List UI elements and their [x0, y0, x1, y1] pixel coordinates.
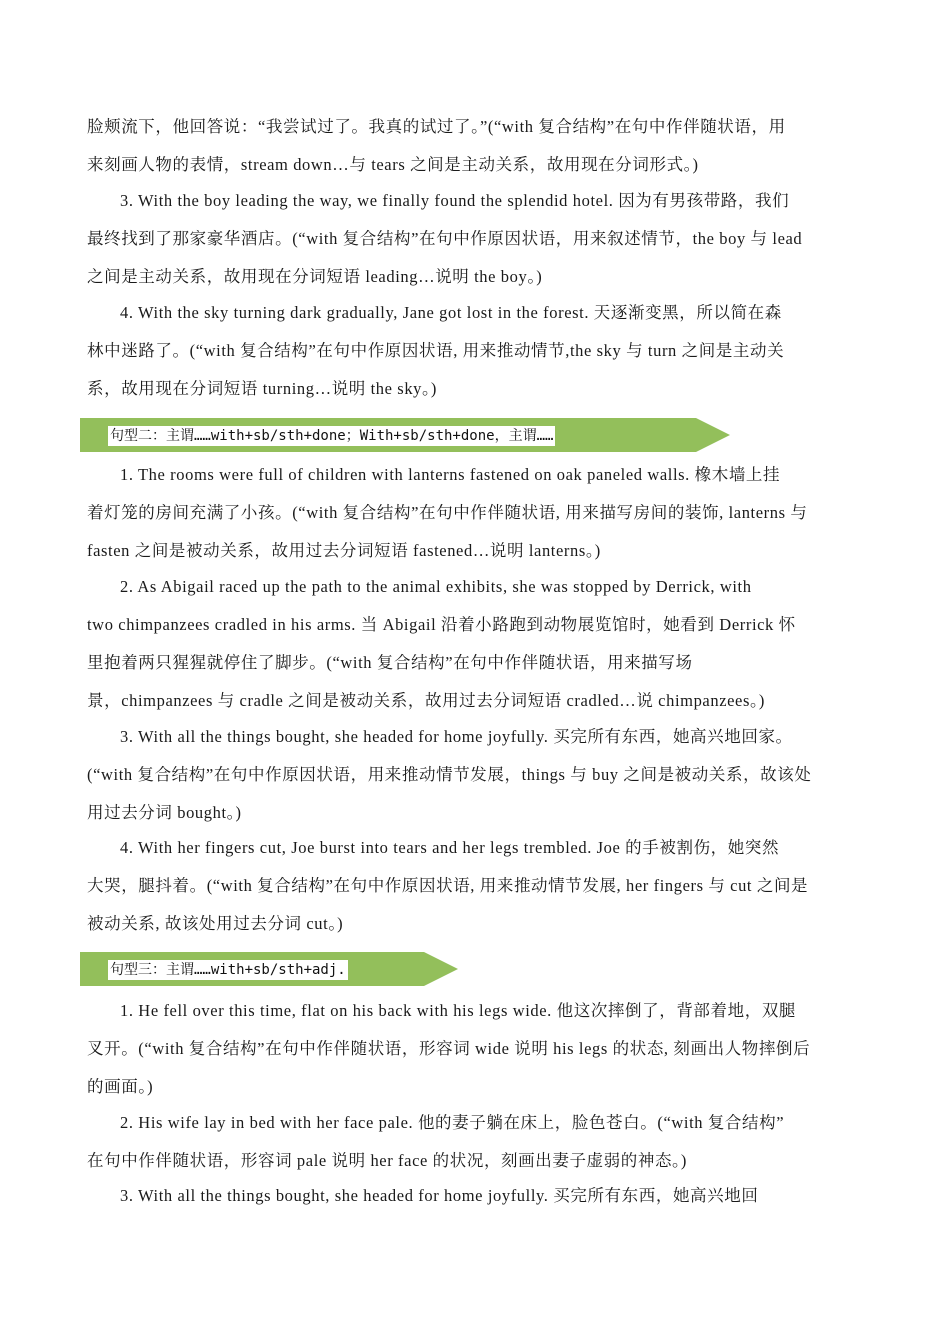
text-line: 2. As Abigail raced up the path to the animal exhibits, she was stopped by Derrick, with — [120, 577, 752, 596]
paragraph-continuation — [87, 108, 863, 184]
pattern-2-label: 句型二：主谓……with+sb/sth+done；With+sb/sth+done，主谓…… — [110, 428, 554, 444]
text-line: 被动关系, 故该处用过去分词 cut。) — [87, 914, 344, 933]
pattern-2-example-1 — [87, 456, 863, 570]
pattern-3-example-1 — [87, 992, 863, 1106]
pattern-3-banner — [80, 952, 460, 986]
text-line: 最终找到了那家豪华酒店。(“with 复合结构”在句中作原因状语，用来叙述情节，the boy 与 lead — [87, 229, 803, 248]
text-line: 之间是主动关系，故用现在分词短语 leading…说明 the boy。) — [87, 267, 543, 286]
text-line: 用过去分词 bought。) — [87, 803, 242, 822]
text-line: 4. With the sky turning dark gradually, Jane got lost in the forest. 天逐渐变黑，所以简在森 — [120, 303, 782, 322]
text-line: 脸颊流下，他回答说：“我尝试过了。我真的试过了。”(“with 复合结构”在句中作伴随状语，用 — [87, 117, 786, 136]
text-line: 着灯笼的房间充满了小孩。(“with 复合结构”在句中作伴随状语, 用来描写房间的装饰, lanterns 与 — [87, 503, 808, 522]
text-line: 3. With all the things bought, she headed for home joyfully. 买完所有东西，她高兴地回 — [120, 1186, 759, 1205]
text-line: 1. The rooms were full of children with lanterns fastened on oak paneled walls. 橡木墙上挂 — [120, 465, 781, 484]
pattern-3-example-2 — [87, 1104, 863, 1180]
pattern-3-example-3 — [87, 1177, 863, 1215]
text-line: 大哭，腿抖着。(“with 复合结构”在句中作原因状语, 用来推动情节发展, her fingers 与 cut 之间是 — [87, 876, 809, 895]
text-line: fasten 之间是被动关系，故用过去分词短语 fastened…说明 lanterns。) — [87, 541, 601, 560]
text-line: 4. With her fingers cut, Joe burst into tears and her legs trembled. Joe 的手被割伤，她突然 — [120, 838, 780, 857]
text-line: 林中迷路了。(“with 复合结构”在句中作原因状语, 用来推动情节,the sky 与 turn 之间是主动关 — [87, 341, 785, 360]
text-line: 2. His wife lay in bed with her face pale. 他的妻子躺在床上，脸色苍白。(“with 复合结构” — [120, 1113, 785, 1132]
text-line: 里抱着两只猩猩就停住了脚步。(“with 复合结构”在句中作伴随状语，用来描写场 — [87, 653, 693, 672]
text-line: 来刻画人物的表情，stream down…与 tears 之间是主动关系，故用现在分词形式。) — [87, 155, 699, 174]
text-line: 在句中作伴随状语，形容词 pale 说明 her face 的状况，刻画出妻子虚弱的神态。) — [87, 1151, 687, 1170]
text-line: 3. With the boy leading the way, we finally found the splendid hotel. 因为有男孩带路，我们 — [120, 191, 790, 210]
pattern-3-label: 句型三：主谓……with+sb/sth+adj. — [110, 962, 346, 978]
pattern-2-example-2 — [87, 568, 863, 720]
text-line: 3. With all the things bought, she headed for home joyfully. 买完所有东西，她高兴地回家。 — [120, 727, 793, 746]
pattern-2-example-3 — [87, 718, 863, 832]
text-line: 景，chimpanzees 与 cradle 之间是被动关系，故用过去分词短语 cradled…说 chimpanzees。) — [87, 691, 765, 710]
text-line: two chimpanzees cradled in his arms. 当 Abigail 沿着小路跑到动物展览馆时，她看到 Derrick 怀 — [87, 615, 796, 634]
example-3 — [87, 182, 863, 296]
text-line: 叉开。(“with 复合结构”在句中作伴随状语，形容词 wide 说明 his legs 的状态, 刻画出人物摔倒后 — [87, 1039, 811, 1058]
pattern-2-example-4 — [87, 829, 863, 943]
example-4 — [87, 294, 863, 408]
text-line: 1. He fell over this time, flat on his back with his legs wide. 他这次摔倒了，背部着地，双腿 — [120, 1001, 797, 1020]
pattern-2-banner — [80, 418, 732, 452]
text-line: 的画面。) — [87, 1077, 154, 1096]
text-line: 系，故用现在分词短语 turning…说明 the sky。) — [87, 379, 437, 398]
text-line: (“with 复合结构”在句中作原因状语，用来推动情节发展，things 与 buy 之间是被动关系，故该处 — [87, 765, 812, 784]
